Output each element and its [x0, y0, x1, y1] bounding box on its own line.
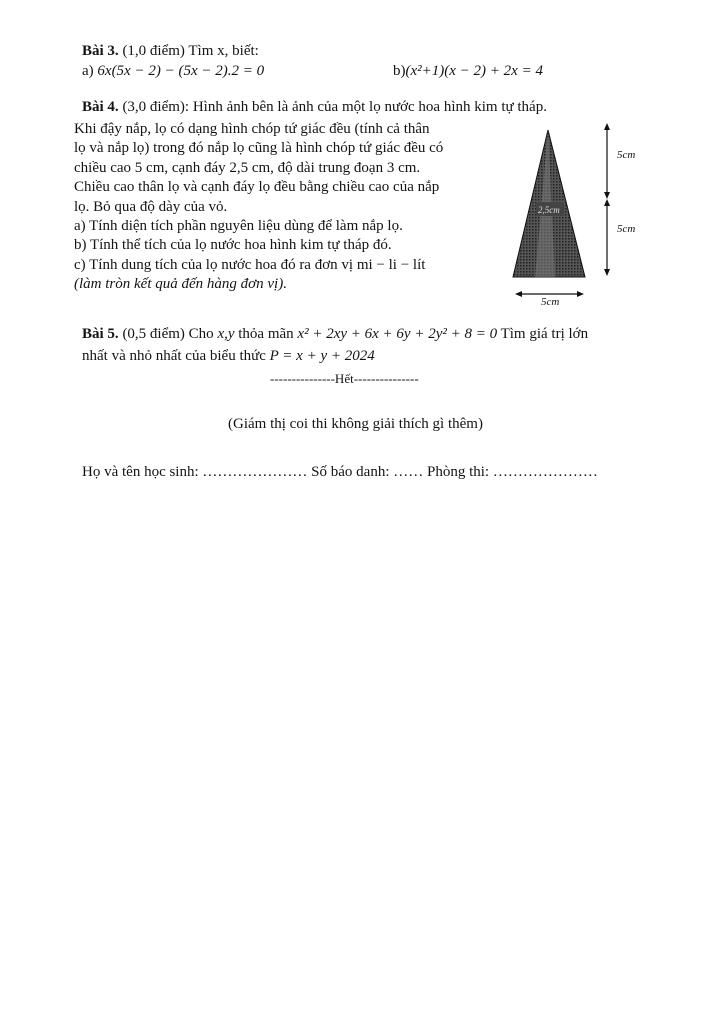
bai5-vars: x,y — [217, 326, 235, 342]
neck-label: 2,5cm — [538, 205, 560, 215]
bai3-points: (1,0 điểm) Tìm x, biết: — [122, 43, 259, 59]
id-label: Số báo danh: — [307, 464, 394, 480]
student-info-line: Họ và tên học sinh: ………………… Số báo danh: …… Phòng thi: ………………… — [82, 464, 598, 480]
bai4-line: c) Tính dung tích của lọ nước hoa đó ra đơn vị mi − li − lít — [74, 256, 426, 273]
bottom-height-label: 5cm — [617, 223, 636, 235]
top-height-label: 5cm — [617, 149, 636, 161]
arrow-right-icon — [577, 291, 584, 297]
bai4-line: Khi đậy nắp, lọ có dạng hình chóp tứ giác đều (tính cả thân — [74, 121, 430, 137]
bai5-title: Bài 5. — [82, 326, 119, 342]
bai3-a-expression: 6x(5x − 2) − (5x − 2).2 = 0 — [97, 63, 265, 79]
bai4-heading — [82, 98, 547, 116]
bai3-b-expression: (x²+1)(x − 2) + 2x = 4 — [405, 63, 543, 79]
bai4-line: b) Tính thể tích của lọ nước hoa hình kim tự tháp đó. — [74, 237, 392, 254]
bai3-part-b — [393, 62, 543, 80]
bai4-line: chiều cao 5 cm, cạnh đáy 2,5 cm, độ dài trung đoạn 3 cm. — [74, 159, 421, 176]
arrow-up-icon — [604, 123, 610, 130]
bai4-title: Bài 4. — [82, 99, 119, 115]
end-marker: ---------------Hết--------------- — [270, 371, 419, 386]
bai3-b-label: b) — [393, 63, 406, 79]
pyramid-figure — [505, 118, 655, 308]
proctor-note: (Giám thị coi thi không giải thích gì thêm) — [228, 416, 483, 432]
arrow-down-icon — [604, 269, 610, 276]
name-label: Họ và tên học sinh: — [82, 464, 203, 480]
bai3-heading — [82, 42, 259, 60]
bai3-title: Bài 3. — [82, 43, 119, 59]
bai5-line2: nhất và nhỏ nhất của biểu thức P = x + y + 2024 — [82, 348, 375, 364]
bai4-line: lọ. Bỏ qua độ dày của vỏ. — [74, 198, 228, 215]
bai4-line: lọ và nắp lọ) trong đó nắp lọ cũng là hình chóp tứ giác đều có — [74, 140, 444, 157]
base-label: 5cm — [541, 296, 560, 308]
arrow-up-icon — [604, 199, 610, 206]
bai4-line: Chiều cao thân lọ và cạnh đáy lọ đều bằng chiều cao của nắp — [74, 179, 440, 196]
bai5-line1: Bài 5. (0,5 điểm) Cho x,y thỏa mãn x² + 2xy + 6x + 6y + 2y² + 8 = 0 Tìm giá trị lớn — [82, 326, 589, 342]
bai5-equation: x² + 2xy + 6x + 6y + 2y² + 8 = 0 — [297, 326, 498, 342]
room-label: Phòng thi: — [423, 464, 493, 480]
bai3-a-label: a) — [82, 63, 94, 79]
bai4-line: a) Tính diện tích phần nguyên liệu dùng để làm nắp lọ. — [74, 217, 403, 234]
bai4-body — [74, 120, 506, 295]
bai4-intro: (3,0 điểm): Hình ảnh bên là ảnh của một lọ nước hoa hình kim tự tháp. — [122, 99, 547, 115]
arrow-left-icon — [515, 291, 522, 297]
bai3-part-a — [82, 62, 264, 80]
bai5-expression: P = x + y + 2024 — [269, 348, 375, 364]
bai4-note: (làm tròn kết quả đến hàng đơn vị). — [74, 276, 287, 293]
arrow-down-icon — [604, 192, 610, 199]
